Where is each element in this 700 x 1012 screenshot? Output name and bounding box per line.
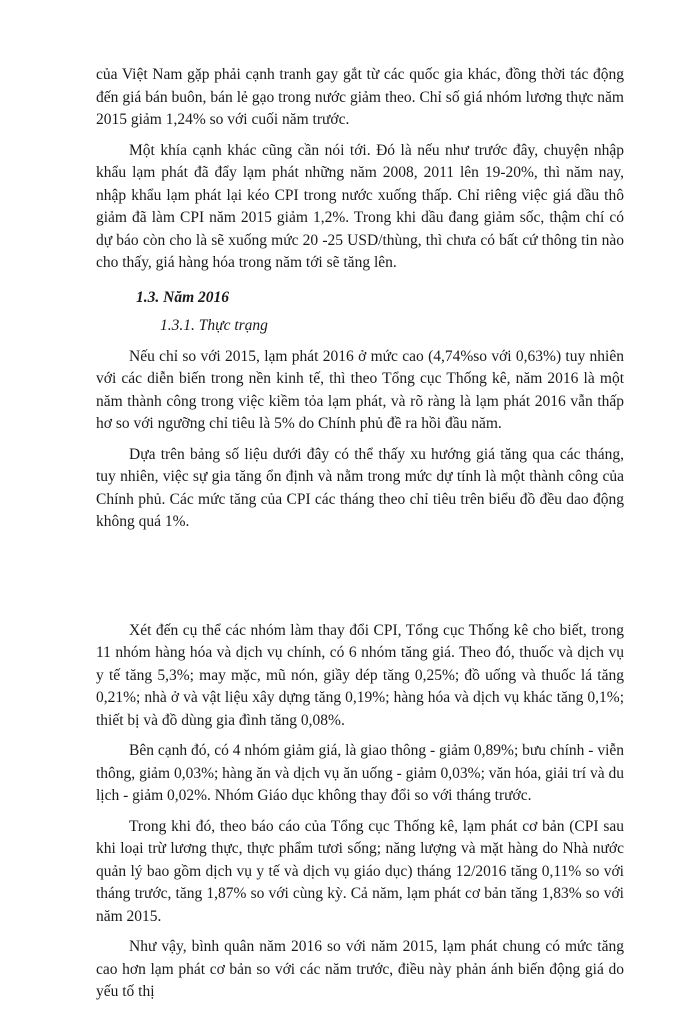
paragraph-cpi-groups: Xét đến cụ thể các nhóm làm thay đổi CPI, Tổng cục Thống kê cho biết, trong 11 nhóm hàng hóa và dịch vụ chính, có 6 nhóm tăng giá. Theo đó, thuốc và dịch vụ y tế tăng 5,3%; may mặc, mũ nón, giầy dép tăng 0,25%; đồ uống và thuốc lá tăng 0,21%; nhà ở và vật liệu xây dựng tăng 0,19%; hàng hóa và dịch vụ khác tăng 0,1%; thiết bị và đồ dùng gia đình tăng 0,08%. [96,621,624,729]
document-page [96,64,624,1012]
paragraph-price-decrease: Bên cạnh đó, có 4 nhóm giảm giá, là giao thông - giảm 0,89%; bưu chính - viễn thông, giảm 0,03%; hàng ăn và dịch vụ ăn uống - giảm 0,03%; văn hóa, giải trí và du lịch - giảm 0,02%. Nhóm Giáo dục không thay đổi so với tháng trước. [96,742,624,804]
subsection-heading-current-state: 1.3.1. Thực trạng [160,317,268,334]
paragraph-conclusion: Như vậy, bình quân năm 2016 so với năm 2015, lạm phát chung có mức tăng cao hơn lạm phát cơ bản so với các năm trước, điều này phản ánh biến động giá do yếu tố thị [96,938,624,1000]
paragraph-monthly-trend: Dựa trên bảng số liệu dưới đây có thể thấy xu hướng giá tăng qua các tháng, tuy nhiên, việc sự gia tăng ổn định và nằm trong mức dự tính là một thành công của Chính phủ. Các mức tăng của CPI các tháng theo chỉ tiêu trên biểu đồ đều dao động không quá 1%. [96,445,624,530]
paragraph-inflation-2016: Nếu chỉ so với 2015, lạm phát 2016 ở mức cao (4,74%so với 0,63%) tuy nhiên với các diễn biến trong nền kinh tế, thì theo Tổng cục Thống kê, năm 2016 là một năm thành công trong việc kiềm tỏa lạm phát, và rõ ràng là lạm phát 2016 vẫn thấp hơ so với ngưỡng chỉ tiêu là 5% do Chính phủ đề ra hồi đầu năm. [96,347,624,432]
blank-chart-area [96,542,624,620]
section-heading-2016: 1.3. Năm 2016 [136,288,229,306]
paragraph-rice-prices: của Việt Nam gặp phải cạnh tranh gay gắt từ các quốc gia khác, đồng thời tác động đến giá bán buôn, bán lẻ gạo trong nước giảm theo. Chỉ số giá nhóm lương thực năm 2015 giảm 1,24% so với cuối năm trước. [96,66,624,128]
paragraph-core-inflation: Trong khi đó, theo báo cáo của Tổng cục Thống kê, lạm phát cơ bản (CPI sau khi loại trừ lương thực, thực phẩm tươi sống; năng lượng và mặt hàng do Nhà nước quản lý bao gồm dịch vụ y tế và dịch vụ giáo dục) tháng 12/2016 tăng 0,11% so với tháng trước, tăng 1,87% so với cùng kỳ. Cả năm, lạm phát cơ bản tăng 1,83% so với năm 2015. [96,817,624,925]
paragraph-imported-inflation: Một khía cạnh khác cũng cần nói tới. Đó là nếu như trước đây, chuyện nhập khẩu lạm phát đã đẩy lạm phát những năm 2008, 2011 lên 19-20%, thì năm nay, nhập khẩu lạm phát lại kéo CPI trong nước xuống thấp. Chỉ riêng việc giá dầu thô giảm đã làm CPI năm 2015 giảm 1,2%. Trong khi dầu đang giảm sốc, thậm chí có dự báo còn cho là sẽ xuống mức 20 -25 USD/thùng, thì chưa có bất cứ thông tin nào cho thấy, giá hàng hóa trong năm tới sẽ tăng lên. [96,141,624,271]
